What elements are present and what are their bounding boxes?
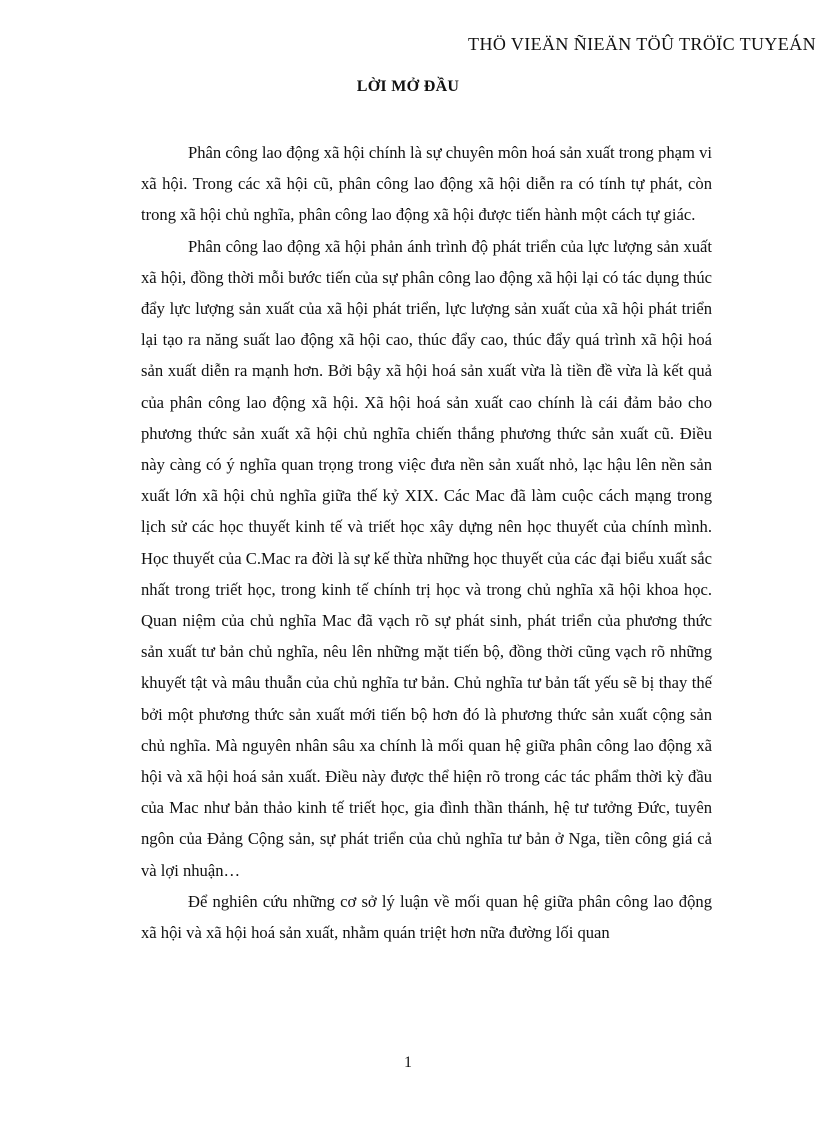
page-title: LỜI MỞ ĐẦU (356, 78, 460, 95)
running-header: THÖ VIEÄN ÑIEÄN TÖÛ TRÖÏC TUYEÁN (468, 34, 816, 54)
paragraph-3: Để nghiên cứu những cơ sở lý luận về mối quan hệ giữa phân công lao động xã hội và xã hội hoá sản xuất, nhằm quán triệt hơn nữa đường lối quan (141, 891, 712, 943)
page-number: 1 (404, 1054, 412, 1071)
paragraph-1: Phân công lao động xã hội chính là sự chuyên môn hoá sản xuất trong phạm vi xã hội. Trong các xã hội cũ, phân công lao động xã hội diễn ra có tính tự phát, còn trong xã hội chủ nghĩa, phân công lao động xã hội được tiến hành một cách tự giác. (141, 143, 712, 225)
paragraph-2: Phân công lao động xã hội phản ánh trình độ phát triển của lực lượng sản xuất xã hội, đồng thời mỗi bước tiến của sự phân công lao động xã hội lại có tác dụng thúc đẩy lực lượng sản xuất của xã hội phát triển, lực lượng sản xuất của xã hội phát triển lại tạo ra năng suất lao động xã hội cao, thúc đẩy cao, thúc đẩy quá trình xã hội hoá sản xuất diễn ra mạnh hơn. Bởi bậy xã hội hoá sản xuất vừa là tiền đề vừa là kết quả của phân công lao động xã hội. Xã hội hoá sản xuất cao chính là cái đảm bảo cho phương thức sản xuất xã hội chủ nghĩa chiến thắng phương thức sản xuất cũ. Điều này càng có ý nghĩa quan trọng trong việc đưa nền sản xuất nhỏ, lạc hậu lên nền sản xuất lớn xã hội chủ nghĩa giữa thế kỷ XIX. Các Mac đã làm cuộc cách mạng trong lịch sử các học thuyết kinh tế và triết học xây dựng nên học thuyết của chính mình. Học thuyết của C.Mac ra đời là sự kế thừa những học thuyết của các đại biểu xuất sắc nhất trong triết học, trong kinh tế chính trị học và trong chủ nghĩa xã hội khoa học. Quan niệm của chủ nghĩa Mac đã vạch rõ sự phát sinh, phát triển của phương thức sản xuất tư bản chủ nghĩa, nêu lên những mặt tiến bộ, đồng thời cũng vạch rõ những khuyết tật và mâu thuẫn của chủ nghĩa tư bản. Chủ nghĩa tư bản tất yếu sẽ bị thay thế bởi một phương thức sản xuất mới tiến bộ hơn đó là phương thức sản xuất cộng sản chủ nghĩa. Mà nguyên nhân sâu xa chính là mối quan hệ giữa phân công lao động xã hội và xã hội hoá sản xuất. Điều này được thể hiện rõ trong các tác phẩm thời kỳ đầu của Mac như bản thảo kinh tế triết học, gia đình thần thánh, hệ tư tưởng Đức, tuyên ngôn của Đảng Cộng sản, sự phát triển của chủ nghĩa tư bản ở Nga, tiền công giá cả và lợi nhuận… (141, 236, 712, 880)
body-text (141, 137, 712, 948)
